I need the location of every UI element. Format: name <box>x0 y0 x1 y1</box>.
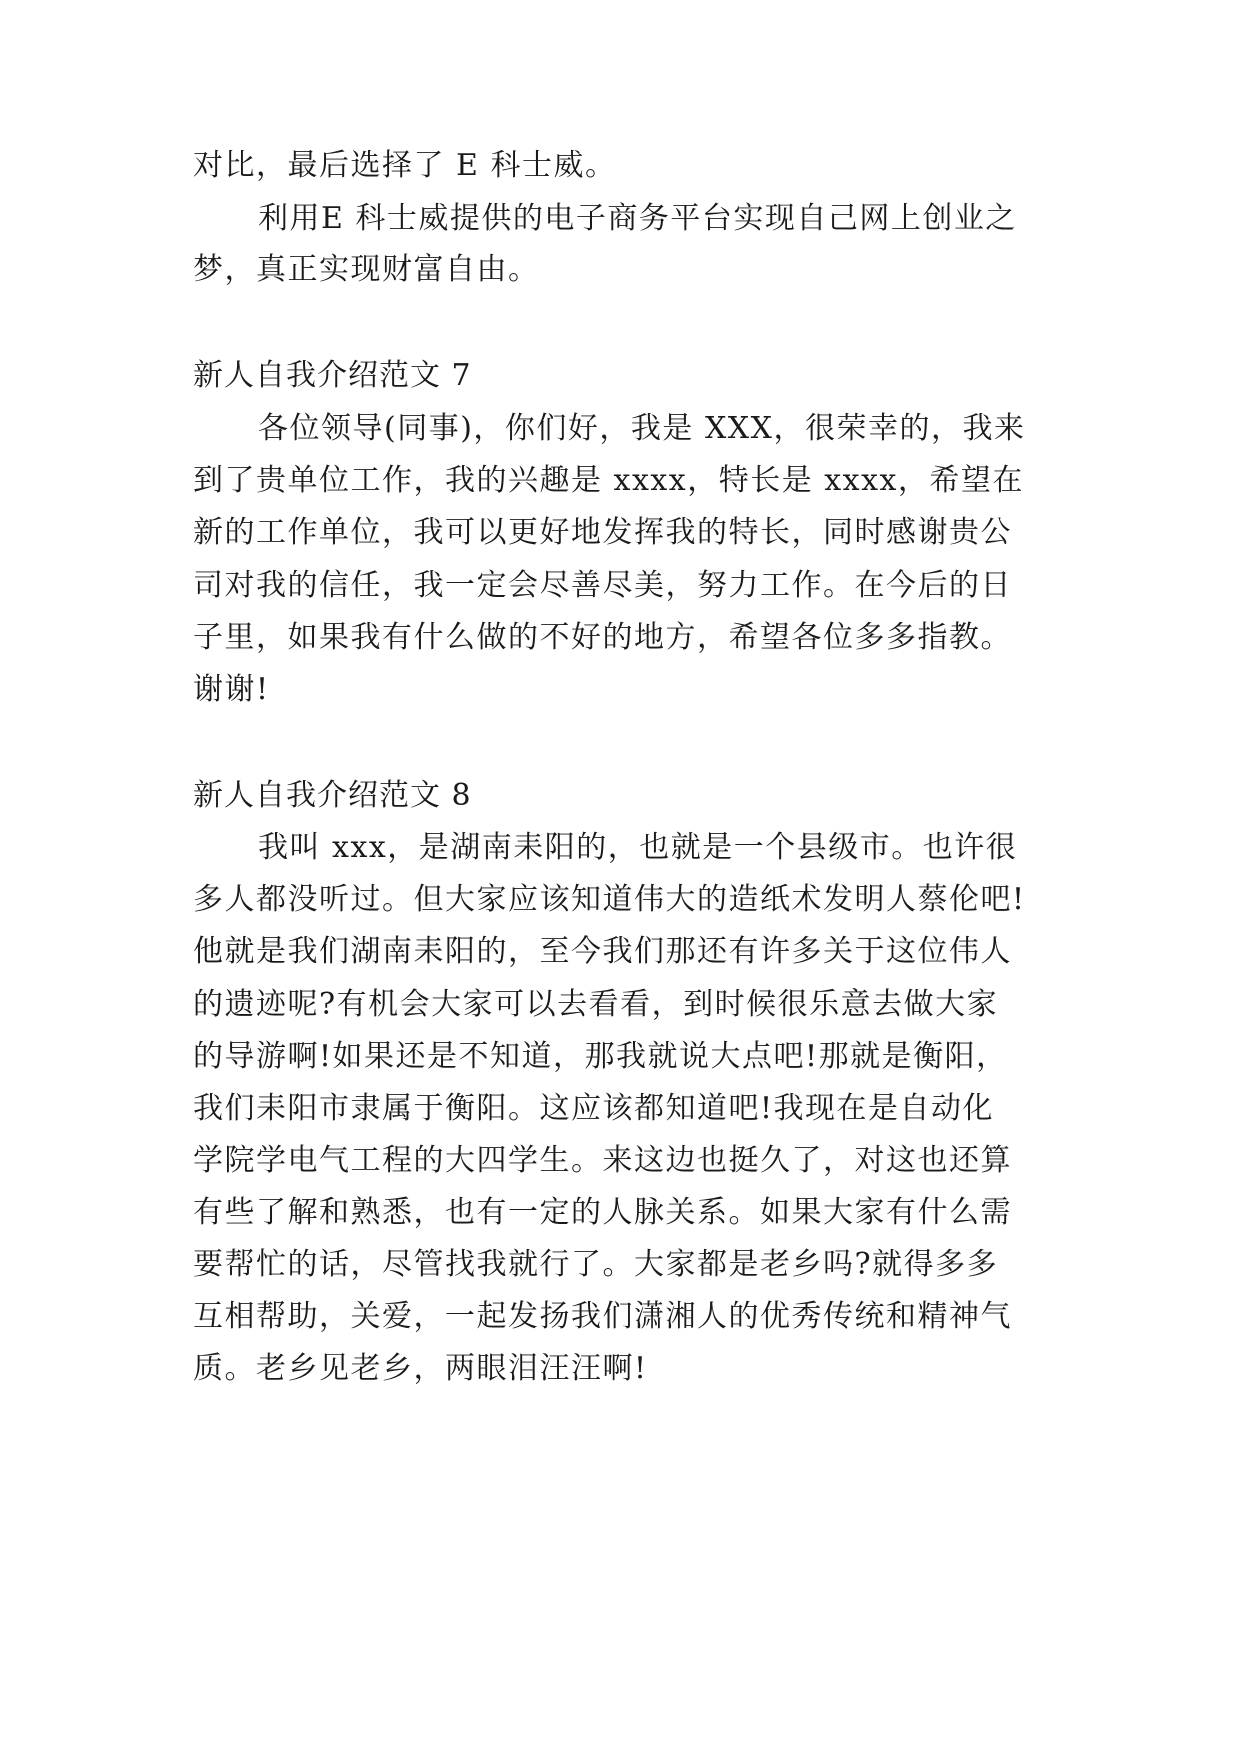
text-line: 到了贵单位工作，我的兴趣是 xxxx，特长是 xxxx，希望在 <box>193 463 1024 498</box>
text-line: 质。老乡见老乡，两眼泪汪汪啊! <box>193 1351 648 1386</box>
text-line: 我叫 xxx，是湖南耒阳的，也就是一个县级市。也许很 <box>258 830 1018 865</box>
text-line: 梦，真正实现财富自由。 <box>193 252 540 287</box>
section-heading-7: 新人自我介绍范文 7 <box>193 358 472 393</box>
text-line: 有些了解和熟悉，也有一定的人脉关系。如果大家有什么需 <box>193 1195 1012 1230</box>
text-line: 学院学电气工程的大四学生。来这边也挺久了，对这也还算 <box>193 1143 1012 1178</box>
text-line: 对比，最后选择了 E 科士威。 <box>193 148 617 183</box>
text-line: 的导游啊!如果还是不知道，那我就说大点吧!那就是衡阳， <box>193 1039 1008 1074</box>
text-line: 新的工作单位，我可以更好地发挥我的特长，同时感谢贵公 <box>193 515 1012 550</box>
text-line: 各位领导(同事)，你们好，我是 XXX，很荣幸的，我来 <box>258 411 1026 446</box>
section-heading-8: 新人自我介绍范文 8 <box>193 778 472 813</box>
text-line: 司对我的信任，我一定会尽善尽美，努力工作。在今后的日 <box>193 568 1012 603</box>
text-line: 的遗迹呢?有机会大家可以去看看，到时候很乐意去做大家 <box>193 987 999 1022</box>
text-line: 利用E 科士威提供的电子商务平台实现自己网上创业之 <box>258 201 1017 236</box>
text-line: 互相帮助，关爱，一起发扬我们潇湘人的优秀传统和精神气 <box>193 1299 1012 1334</box>
text-line: 子里，如果我有什么做的不好的地方，希望各位多多指教。 <box>193 620 1012 655</box>
text-line: 谢谢! <box>193 672 270 707</box>
text-line: 他就是我们湖南耒阳的，至今我们那还有许多关于这位伟人 <box>193 934 1012 969</box>
text-line: 我们耒阳市隶属于衡阳。这应该都知道吧!我现在是自动化 <box>193 1091 995 1126</box>
text-line: 要帮忙的话，尽管找我就行了。大家都是老乡吗?就得多多 <box>193 1247 999 1282</box>
text-line: 多人都没听过。但大家应该知道伟大的造纸术发明人蔡伦吧! <box>193 882 1026 917</box>
